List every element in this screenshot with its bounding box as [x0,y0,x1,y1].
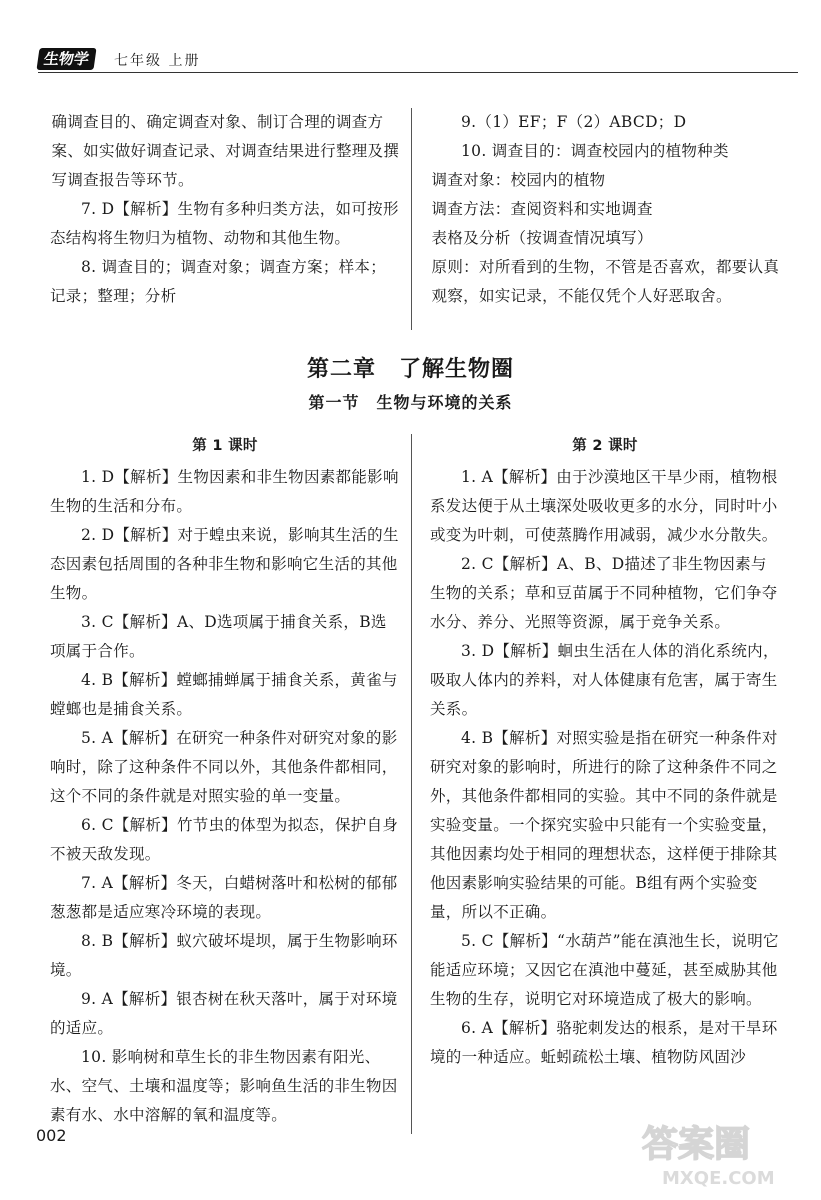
lesson-1-column [50,432,400,1130]
top-left-column [50,108,400,311]
watermark-logo [640,1112,810,1192]
answer-item: 5. C【解析】“水葫芦”能在滇池生长，说明它能适应环境；又因它在滇池中蔓延，甚至威胁其他生物的生存，说明它对环境造成了极大的影响。 [430,932,779,1008]
grade-label: 七年级 上册 [114,53,201,69]
lesson-2-column [430,432,780,1072]
answer-paragraph: 调查方法：查阅资料和实地调查 [431,200,653,218]
lesson-title: 第 1 课时 [192,438,258,454]
answer-item: 8. B【解析】蚁穴破坏堤坝，属于生物影响环境。 [50,932,398,979]
answer-item: 10. 影响树和草生长的非生物因素有阳光、水、空气、土壤和温度等；影响鱼生活的非生物因素有水、水中溶解的氧和温度等。 [50,1048,398,1124]
answer-item: 1. A【解析】由于沙漠地区干旱少雨，植物根系发达便于从土壤深处吸收更多的水分，同时叶小或变为叶刺，可使蒸腾作用减弱，减少水分散失。 [430,468,778,544]
top-right-column [430,108,780,311]
section-title: 第一节 生物与环境的关系 [308,393,513,412]
answer-paragraph: 9.（1）EF；F（2）ABCD；D [461,113,687,131]
answer-item: 9. A【解析】银杏树在秋天落叶，属于对环境的适应。 [50,990,398,1037]
answer-paragraph: 7. D【解析】生物有多种归类方法，如可按形态结构将生物归为植物、动物和其他生物。 [50,200,399,247]
answer-paragraph: 表格及分析（按调查情况填写） [431,229,653,247]
answer-item: 4. B【解析】对照实验是指在研究一种条件对研究对象的影响时，所进行的除了这种条件不同之外，其他条件都相同的实验。其中不同的条件就是实验变量。一个探究实验中只能有一个实验变量，其他因素均处于相同的理想状态，这样便于排除其他因素影响实验结果的可能。B组有两个实验变量，所以不正确。 [430,729,778,921]
answer-paragraph: 调查对象：校园内的植物 [431,171,606,189]
watermark-icon [640,1112,810,1192]
subject-badge: 生物学 [36,48,96,70]
lesson-title: 第 2 课时 [572,438,638,454]
answer-item: 6. A【解析】骆驼刺发达的根系，是对干旱环境的一种适应。蚯蚓疏松土壤、植物防风固沙 [430,1019,778,1066]
answer-item: 6. C【解析】竹节虫的体型为拟态，保护自身不被天敌发现。 [50,816,399,863]
answer-paragraph: 确调查目的、确定调查对象、制订合理的调查方案、如实做好调查记录、对调查结果进行整理及撰写调查报告等环节。 [51,113,400,189]
column-divider [411,434,412,1134]
svg-text:答案圈: 答案圈 [642,1124,751,1165]
chapter-title: 第二章 了解生物圈 [306,357,514,382]
answer-paragraph: 8. 调查目的；调查对象；调查方案；样本；记录；整理；分析 [50,258,387,305]
answer-item: 1. D【解析】生物因素和非生物因素都能影响生物的生活和分布。 [50,468,399,515]
answer-item: 4. B【解析】螳螂捕蝉属于捕食关系，黄雀与螳螂也是捕食关系。 [50,671,398,718]
answer-item: 3. C【解析】A、D选项属于捕食关系，B选项属于合作。 [50,613,387,660]
page-header [38,44,798,74]
column-divider [411,108,412,330]
answer-item: 5. A【解析】在研究一种条件对研究对象的影响时，除了这种条件不同以外，其他条件都相同，这个不同的条件就是对照实验的单一变量。 [50,729,398,805]
answer-item: 7. A【解析】冬天，白蜡树落叶和松树的郁郁葱葱都是适应寒冷环境的表现。 [50,874,398,921]
answer-item: 2. C【解析】A、B、D描述了非生物因素与生物的关系；草和豆苗属于不同种植物，它们争夺水分、养分、光照等资源，属于竞争关系。 [430,555,778,631]
answer-item: 3. D【解析】蛔虫生活在人体的消化系统内，吸取人体内的养料，对人体健康有危害，属于寄生关系。 [430,642,779,718]
answer-paragraph: 原则：对所看到的生物，不管是否喜欢，都要认真观察，如实记录，不能仅凭个人好恶取舍。 [431,258,780,305]
page-number: 002 [36,1126,67,1145]
answer-item: 2. D【解析】对于蝗虫来说，影响其生活的生态因素包括周围的各种非生物和影响它生活的其他生物。 [50,526,399,602]
svg-text:MXQE.COM: MXQE.COM [662,1168,775,1189]
header-rule [38,72,798,73]
answer-paragraph: 10. 调查目的：调查校园内的植物种类 [461,142,729,160]
